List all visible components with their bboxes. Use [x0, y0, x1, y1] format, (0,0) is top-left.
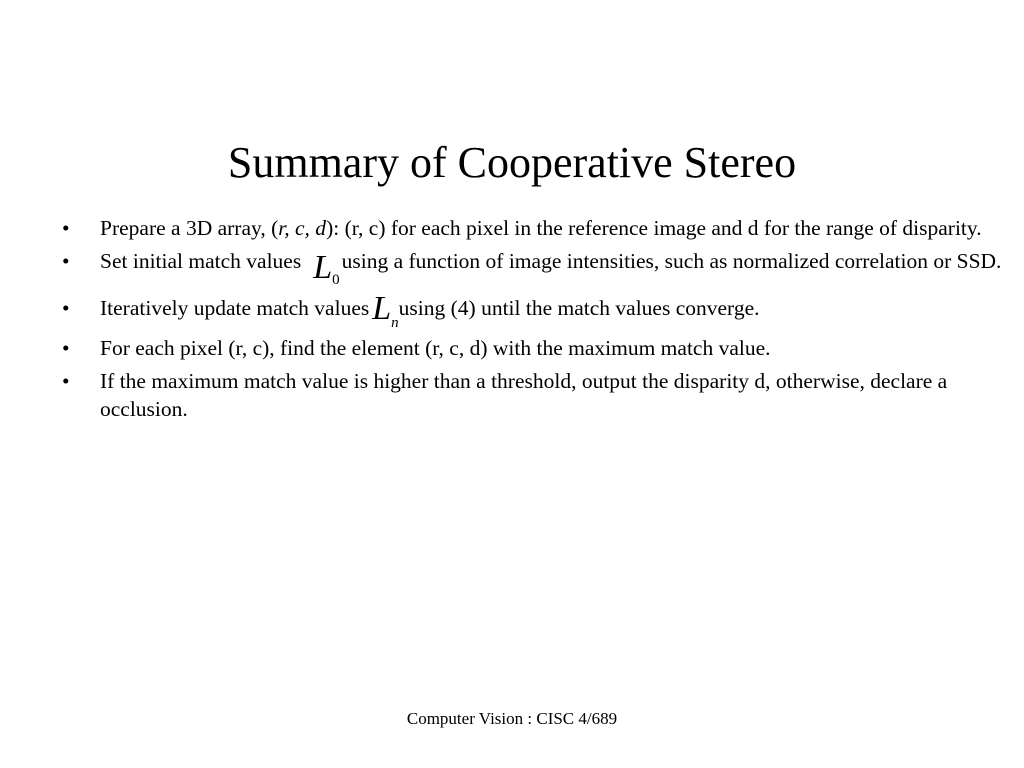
bullet-text [100, 290, 760, 331]
bullet-text-italic: r, c, d [278, 216, 327, 240]
math-symbol: L [372, 290, 392, 327]
math-L0 [313, 249, 340, 288]
bullet-item-initial-match [62, 247, 1014, 288]
bullet-text-post: ): (r, c) for each pixel in the reference image and d for the range of disparity. [326, 216, 982, 240]
bullet-item-prepare-array [62, 214, 1014, 242]
slide-footer: Computer Vision : CISC 4/689 [406, 709, 618, 728]
bullet-item-threshold [62, 367, 1014, 423]
bullet-marker: • [62, 249, 70, 273]
bullet-text [100, 249, 1002, 288]
bullet-marker: • [62, 369, 70, 393]
math-subscript: n [391, 315, 399, 331]
bullet-marker: • [62, 336, 70, 360]
slide-title: Summary of Cooperative Stereo [227, 138, 797, 188]
bullet-item-update-match [62, 290, 1014, 331]
bullet-text-pre: Iteratively update match values [100, 296, 370, 320]
math-Ln [372, 290, 399, 331]
bullet-text [100, 216, 982, 240]
bullet-text-pre: Set initial match values [100, 249, 302, 273]
bullet-text-pre: Prepare a 3D array, ( [100, 216, 279, 240]
bullet-text-post: using (4) until the match values converge. [398, 296, 760, 320]
bullet-list [62, 214, 1014, 428]
math-symbol: L [313, 249, 333, 286]
bullet-text: If the maximum match value is higher than a threshold, output the disparity d, otherwise, declare a occlusion. [100, 369, 948, 421]
bullet-text: For each pixel (r, c), find the element (r, c, d) with the maximum match value. [100, 336, 771, 360]
math-subscript: 0 [332, 272, 340, 288]
bullet-text-post: using a function of image intensities, such as normalized correlation or SSD. [341, 249, 1002, 273]
bullet-marker: • [62, 216, 70, 240]
bullet-marker: • [62, 296, 70, 320]
bullet-item-find-max [62, 334, 1014, 362]
